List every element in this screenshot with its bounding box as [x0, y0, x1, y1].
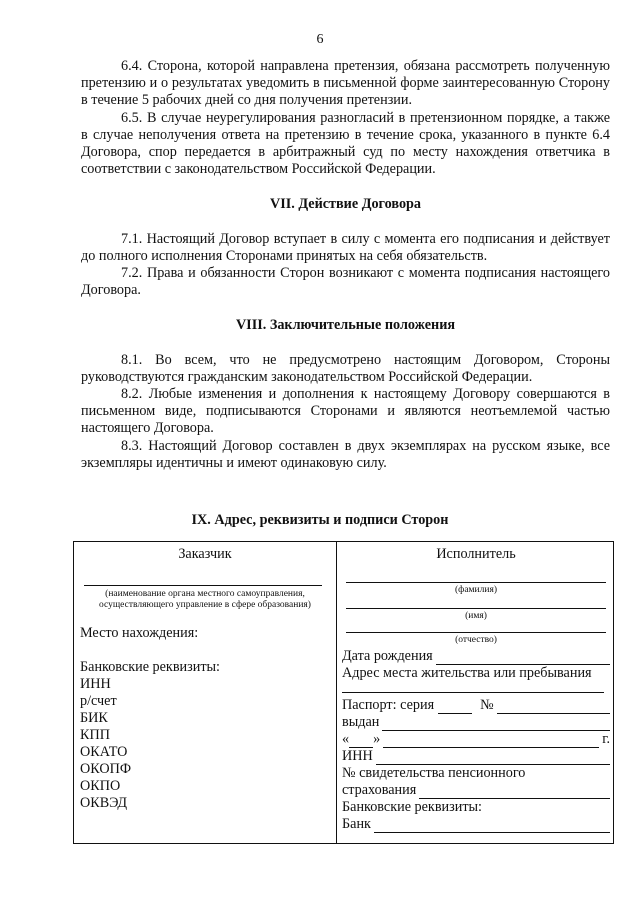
- section-8-heading: VIII. Заключительные положения: [235, 317, 456, 334]
- issue-date-open-quote: «: [342, 731, 350, 747]
- customer-okato-label: ОКАТО: [80, 744, 128, 760]
- table-divider: [336, 542, 337, 843]
- executor-column: [342, 542, 610, 833]
- birth-date-label: Дата рождения: [342, 648, 433, 664]
- pension-line: [419, 784, 610, 799]
- section-7-heading: VII. Действие Договора: [269, 196, 422, 213]
- patronymic-caption: (отчество): [455, 635, 497, 645]
- executor-bank-line: [374, 818, 610, 833]
- customer-kpp-label: КПП: [80, 727, 110, 743]
- customer-bik-label: БИК: [80, 710, 108, 726]
- passport-series-line: [438, 699, 472, 714]
- customer-okpo-label: ОКПО: [80, 778, 121, 794]
- passport-series-label: Паспорт: серия: [342, 697, 435, 713]
- surname-caption: (фамилия): [455, 585, 497, 595]
- customer-location-label: Место нахождения:: [80, 625, 199, 641]
- customer-column: [80, 542, 330, 812]
- birth-date-line: [436, 650, 610, 665]
- surname-line: [346, 569, 606, 583]
- org-name-line: [84, 569, 322, 586]
- contract-body: [81, 58, 610, 472]
- page-number: 6: [316, 32, 324, 47]
- executor-inn-line: [376, 750, 610, 765]
- birth-date-row: [342, 648, 610, 665]
- patronymic-line: [346, 622, 606, 633]
- paragraph-8-1: 8.1. Во всем, что не предусмотрено настоящим Договором, Стороны руководствуются гражданским законодательством Российской Федерации.: [81, 351, 610, 385]
- address-line: [342, 682, 604, 693]
- issued-label: выдан: [342, 714, 380, 730]
- paragraph-7-1: 7.1. Настоящий Договор вступает в силу с момента его подписания и действует до полного исполнения Сторонами принятых на себя обязательств.: [81, 230, 610, 264]
- customer-header: Заказчик: [178, 546, 232, 562]
- issue-year-suffix: г.: [602, 731, 610, 747]
- pension-label-2: страхования: [342, 782, 417, 798]
- issue-date-close-quote: »: [373, 731, 381, 747]
- executor-bank-name-label: Банк: [342, 816, 371, 832]
- passport-number-line: [497, 699, 610, 714]
- executor-bank-row: [342, 816, 610, 833]
- customer-bank-label: Банковские реквизиты:: [80, 659, 220, 675]
- customer-okopf-label: ОКОПФ: [80, 761, 132, 777]
- pension-label-1: № свидетельства пенсионного: [342, 765, 526, 781]
- pension-row: [342, 782, 610, 799]
- address-label: Адрес места жительства или пребывания: [342, 665, 592, 681]
- passport-number-label: №: [480, 697, 494, 713]
- paragraph-8-2: 8.2. Любые изменения и дополнения к настоящему Договору совершаются в письменном виде, подписываются Сторонами и являются неотъемлемой частью настоящего Договора.: [81, 386, 610, 437]
- paragraph-7-2: 7.2. Права и обязанности Сторон возникают с момента подписания настоящего Договора.: [81, 265, 610, 299]
- paragraph-6-5: 6.5. В случае неурегулирования разногласий в претензионном порядке, а также в случае неполучения ответа на претензию в течение срока, указанного в пункте 6.4 Договора, спор передается в арбитражный суд по месту нахождения ответчика в соответствии с законодательством Российской Федерации.: [81, 109, 610, 178]
- executor-header: Исполнитель: [436, 546, 516, 562]
- passport-row: [342, 697, 610, 714]
- issued-row: [342, 714, 610, 731]
- customer-account-label: р/счет: [80, 693, 117, 709]
- issue-day-line: [349, 733, 373, 748]
- customer-okved-label: ОКВЭД: [80, 795, 128, 811]
- customer-inn-label: ИНН: [80, 676, 111, 692]
- paragraph-6-4: 6.4. Сторона, которой направлена претензия, обязана рассмотреть полученную претензию и о результатах уведомить в письменной форме заинтересованную Сторону в течение 5 рабочих дней со дня получения претензии.: [81, 58, 610, 109]
- executor-inn-row: [342, 748, 610, 765]
- name-caption: (имя): [465, 611, 487, 621]
- issue-date-row: [342, 731, 610, 748]
- executor-inn-label: ИНН: [342, 748, 373, 764]
- issue-month-line: [383, 733, 599, 748]
- section-9-heading: IX. Адрес, реквизиты и подписи Сторон: [191, 512, 449, 528]
- executor-bank-label: Банковские реквизиты:: [342, 799, 482, 815]
- org-name-caption: (наименование органа местного самоуправления, осуществляющего управление в сфере образования): [99, 589, 311, 610]
- issued-line: [382, 716, 610, 731]
- paragraph-8-3: 8.3. Настоящий Договор составлен в двух экземплярах на русском языке, все экземпляры идентичны и имеют одинаковую силу.: [81, 437, 610, 471]
- requisites-table: [73, 541, 614, 844]
- name-line: [346, 596, 606, 609]
